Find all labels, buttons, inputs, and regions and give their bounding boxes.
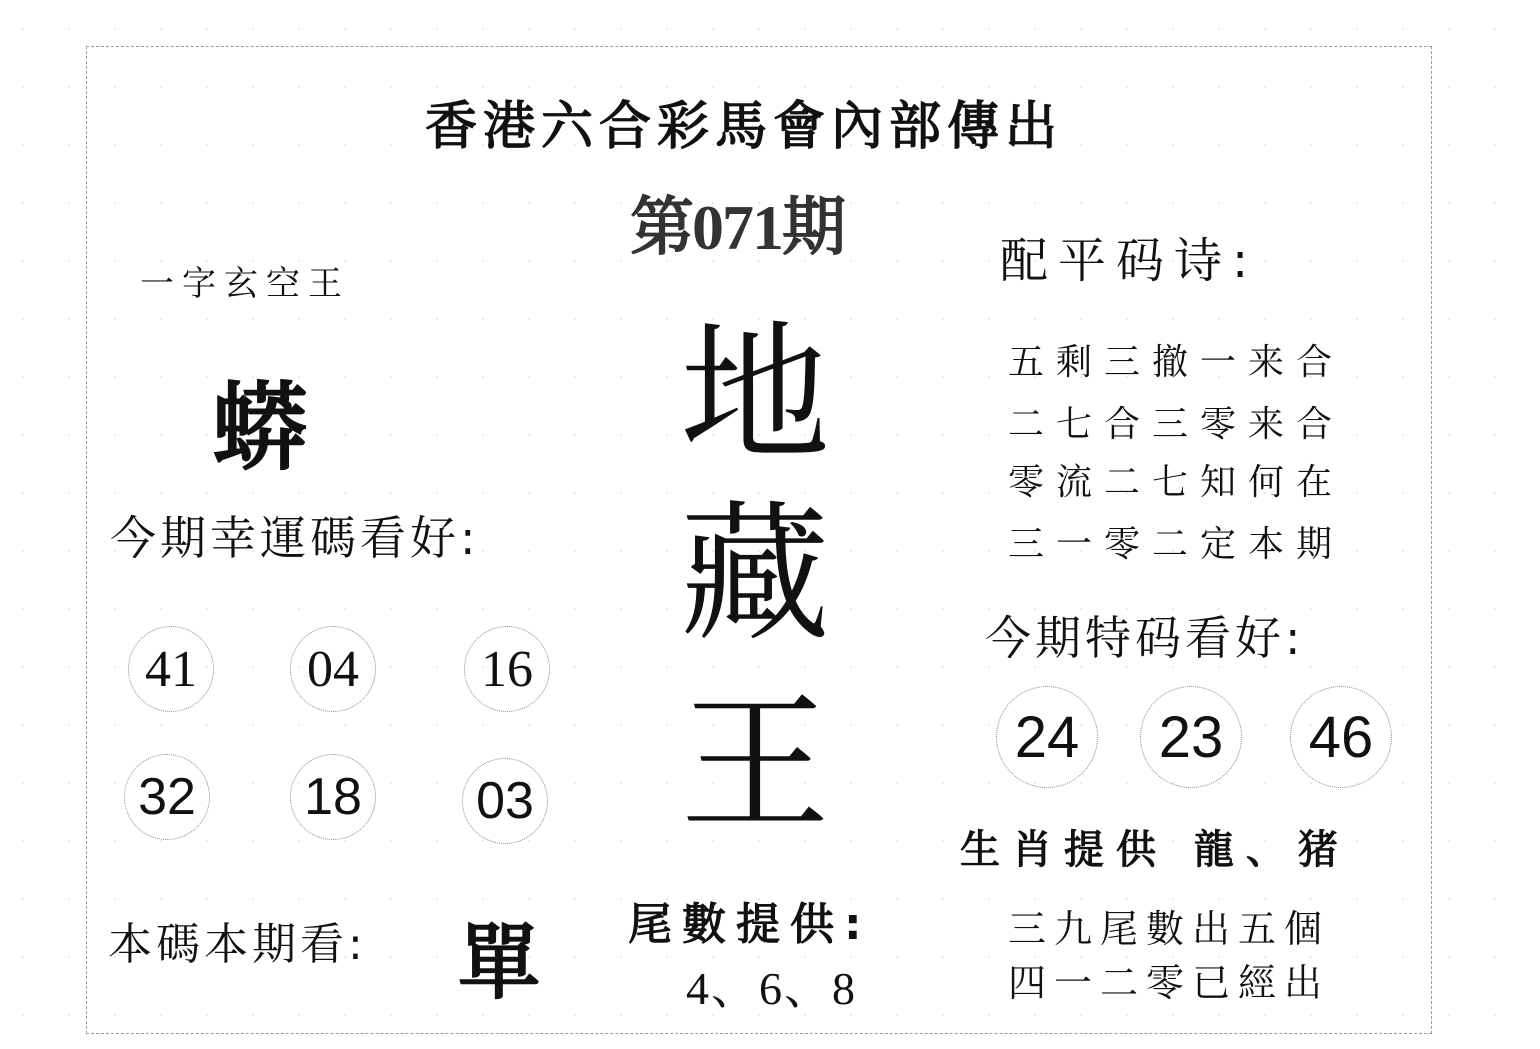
zodiac-label: 一字玄空王 [140, 264, 350, 304]
page-title: 香港六合彩馬會內部傳出 [425, 97, 1064, 157]
big-character: 王 [680, 678, 831, 852]
big-character: 藏 [680, 488, 831, 662]
lucky-number-ball: 18 [290, 754, 376, 840]
poem-line: 五剩三撤一来合 [1008, 342, 1345, 383]
tail-numbers: 4、6、8 [686, 963, 857, 1014]
tail-numbers-heading: 尾數提供: [628, 899, 872, 950]
special-number-ball: 24 [996, 686, 1098, 788]
poem-heading: 配平码诗: [1000, 233, 1259, 289]
issue-number: 第071期 [630, 192, 844, 263]
tail-poem-line: 三九尾數出五個 [1008, 907, 1331, 951]
lucky-number-ball: 03 [462, 758, 548, 844]
lucky-number-ball: 04 [290, 626, 376, 712]
parity-heading: 本碼本期看: [108, 919, 367, 970]
lucky-number-ball: 41 [128, 626, 214, 712]
lucky-number-ball: 32 [124, 754, 210, 840]
parity-value: 單 [458, 915, 541, 1011]
lucky-number-ball: 16 [464, 626, 550, 712]
zodiac-provided: 生肖提供 龍、猪 [960, 827, 1350, 873]
poem-line: 零流二七知何在 [1008, 462, 1345, 503]
poem-line: 三一零二定本期 [1008, 524, 1345, 565]
poem-line: 二七合三零来合 [1008, 404, 1345, 445]
lucky-numbers-heading: 今期幸運碼看好: [110, 511, 480, 565]
zodiac-character: 蟒 [212, 371, 308, 484]
tail-poem-line: 四一二零已經出 [1008, 961, 1331, 1005]
special-number-ball: 23 [1140, 686, 1242, 788]
special-number-ball: 46 [1290, 686, 1392, 788]
special-numbers-heading: 今期特码看好: [985, 611, 1305, 665]
big-character: 地 [680, 308, 831, 482]
